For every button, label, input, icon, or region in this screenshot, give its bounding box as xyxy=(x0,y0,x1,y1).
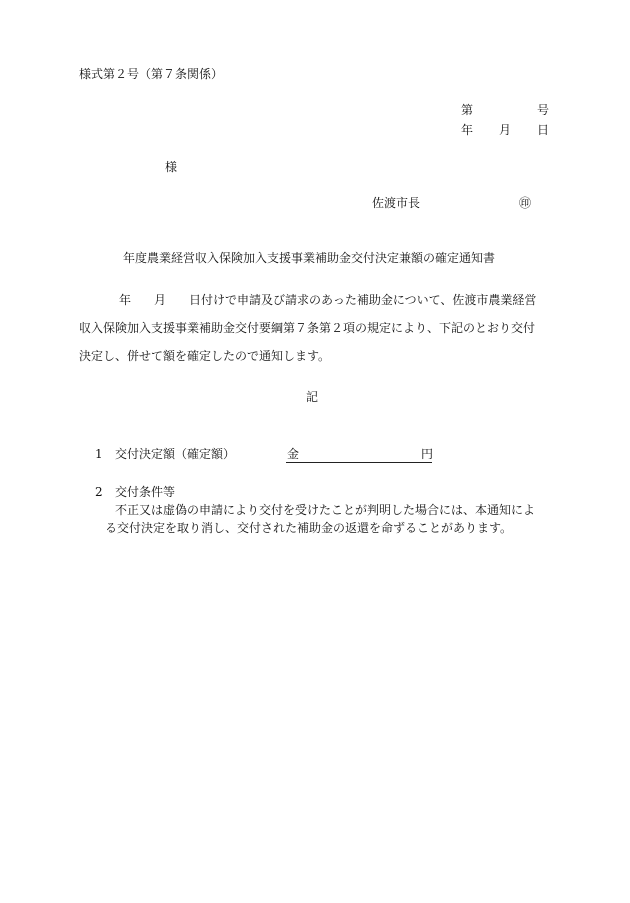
body-year-label: 年 xyxy=(119,293,132,307)
amount-suffix: 円 xyxy=(421,447,434,461)
item-2-number: 2 xyxy=(95,485,103,499)
body-month-label: 月 xyxy=(154,293,167,307)
ki-heading: 記 xyxy=(306,390,319,404)
form-number: 様式第２号（第７条関係） xyxy=(79,67,224,81)
item-1-label: 交付決定額（確定額） xyxy=(115,447,236,461)
date-day-label: 日 xyxy=(537,123,550,137)
body-line-2: 収入保険加入支援事業補助金交付要綱第７条第２項の規定により、下記のとおり交付 xyxy=(79,321,536,335)
body-line-3: 決定し、併せて額を確定したので通知します。 xyxy=(79,349,331,363)
document-number-suffix: 号 xyxy=(537,103,550,117)
document-title: 年度農業経営収入保険加入支援事業補助金交付決定兼額の確定通知書 xyxy=(123,251,496,265)
amount-prefix: 金 xyxy=(287,447,300,461)
item-1-number: 1 xyxy=(95,447,103,461)
date-year-label: 年 xyxy=(461,123,474,137)
addressee-honorific: 様 xyxy=(165,160,178,174)
condition-text-line-2: る交付決定を取り消し、交付された補助金の返還を命ずることがあります。 xyxy=(105,521,513,535)
date-month-label: 月 xyxy=(499,123,512,137)
seal-mark: ㊞ xyxy=(519,196,532,210)
document-number-label: 第 xyxy=(461,103,474,117)
amount-field-underline xyxy=(286,446,432,463)
body-line-1: 日付けで申請及び請求のあった補助金について、佐渡市農業経営 xyxy=(189,293,537,307)
issuer-name: 佐渡市長 xyxy=(372,196,421,210)
item-2-label: 交付条件等 xyxy=(115,485,176,499)
condition-text-line-1: 不正又は虚偽の申請により交付を受けたことが判明した場合には、本通知によ xyxy=(115,503,536,517)
